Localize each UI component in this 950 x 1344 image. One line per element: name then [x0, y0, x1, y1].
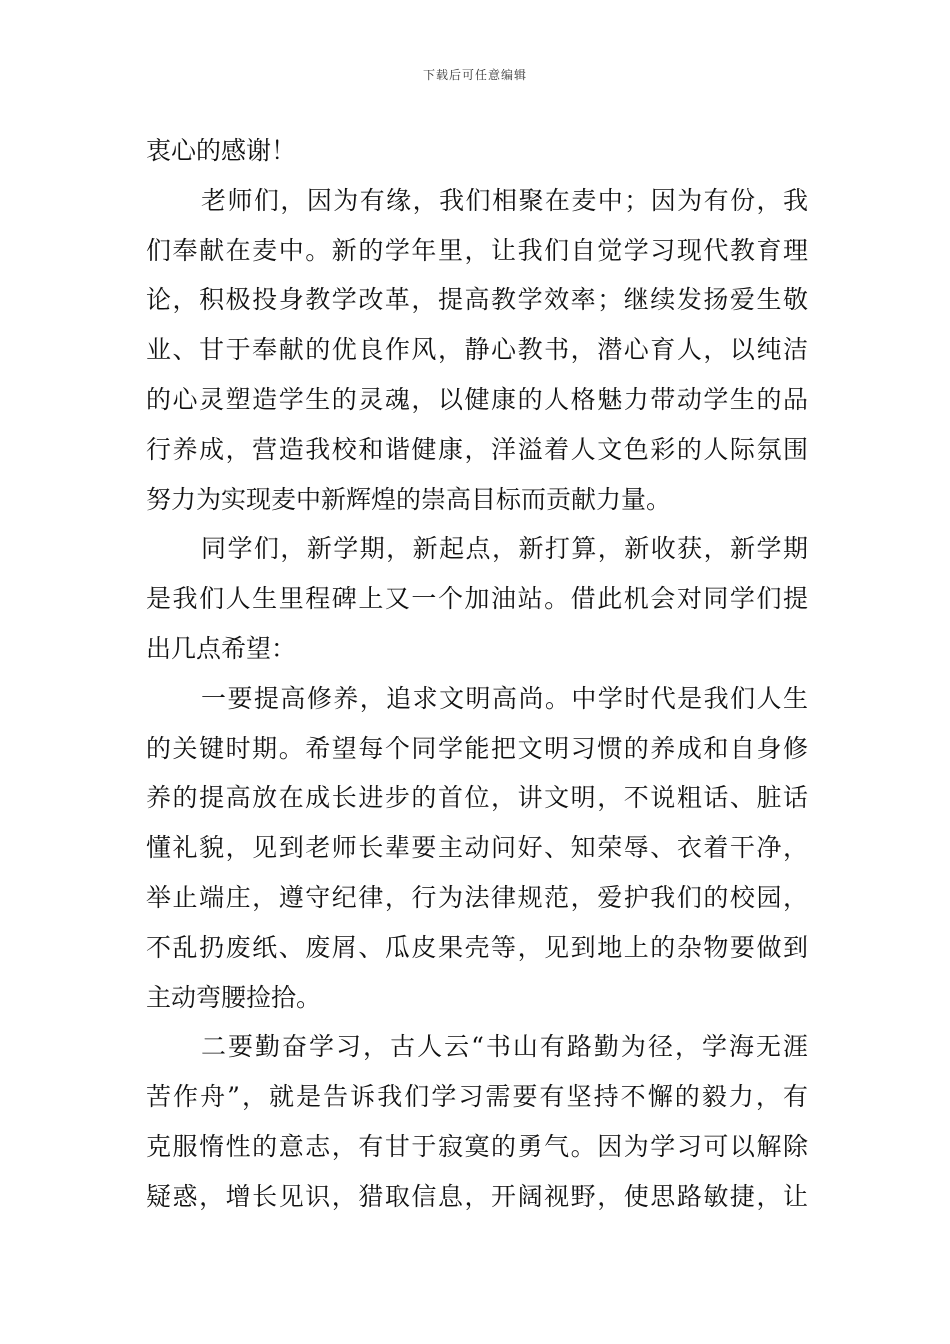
text-line: 的心灵塑造学生的灵魂，以健康的人格魅力带动学生的品 [146, 384, 808, 414]
text-line: 疑惑，增长见识，猎取信息，开阔视野，使思路敏捷，让 [146, 1181, 808, 1211]
text-line: 苦作舟”，就是告诉我们学习需要有坚持不懈的毅力，有 [146, 1082, 808, 1112]
text-line: 业、甘于奉献的优良作风，静心教书，潜心育人，以纯洁 [146, 335, 808, 365]
text-line: 不乱扔废纸、废屑、瓜皮果壳等，见到地上的杂物要做到 [146, 932, 808, 962]
text-line: 们奉献在麦中。新的学年里，让我们自觉学习现代教育理 [146, 235, 808, 265]
text-line: 懂礼貌，见到老师长辈要主动问好、知荣辱、衣着干净， [146, 833, 808, 863]
text-line: 出几点希望： [146, 633, 297, 663]
text-line: 二要勤奋学习，古人云“书山有路勤为径，学海无涯 [201, 1032, 808, 1062]
text-line: 克服惰性的意志，有甘于寂寞的勇气。因为学习可以解除 [146, 1131, 808, 1161]
page-header: 下载后可任意编辑 [422, 68, 527, 82]
text-line: 举止端庄，遵守纪律，行为法律规范，爱护我们的校园， [146, 882, 808, 912]
text-line: 论，积极投身教学改革，提高教学效率；继续发扬爱生敬 [146, 285, 808, 315]
text-line: 行养成，营造我校和谐健康，洋溢着人文色彩的人际氛围 [146, 434, 808, 464]
text-line: 老师们，因为有缘，我们相聚在麦中；因为有份，我 [201, 185, 808, 215]
body-text [146, 126, 808, 1222]
text-line: 努力为实现麦中新辉煌的崇高目标而贡献力量。 [146, 484, 672, 514]
text-line: 主动弯腰捡拾。 [146, 982, 322, 1012]
text-line: 是我们人生里程碑上又一个加油站。借此机会对同学们提 [146, 584, 808, 614]
text-line: 养的提高放在成长进步的首位，讲文明，不说粗话、脏话 [146, 783, 808, 813]
text-line: 一要提高修养，追求文明高尚。中学时代是我们人生 [201, 683, 808, 713]
text-line: 衷心的感谢！ [146, 136, 297, 165]
text-line: 同学们，新学期，新起点，新打算，新收获，新学期 [201, 534, 808, 564]
text-line: 的关键时期。希望每个同学能把文明习惯的养成和自身修 [146, 733, 808, 763]
